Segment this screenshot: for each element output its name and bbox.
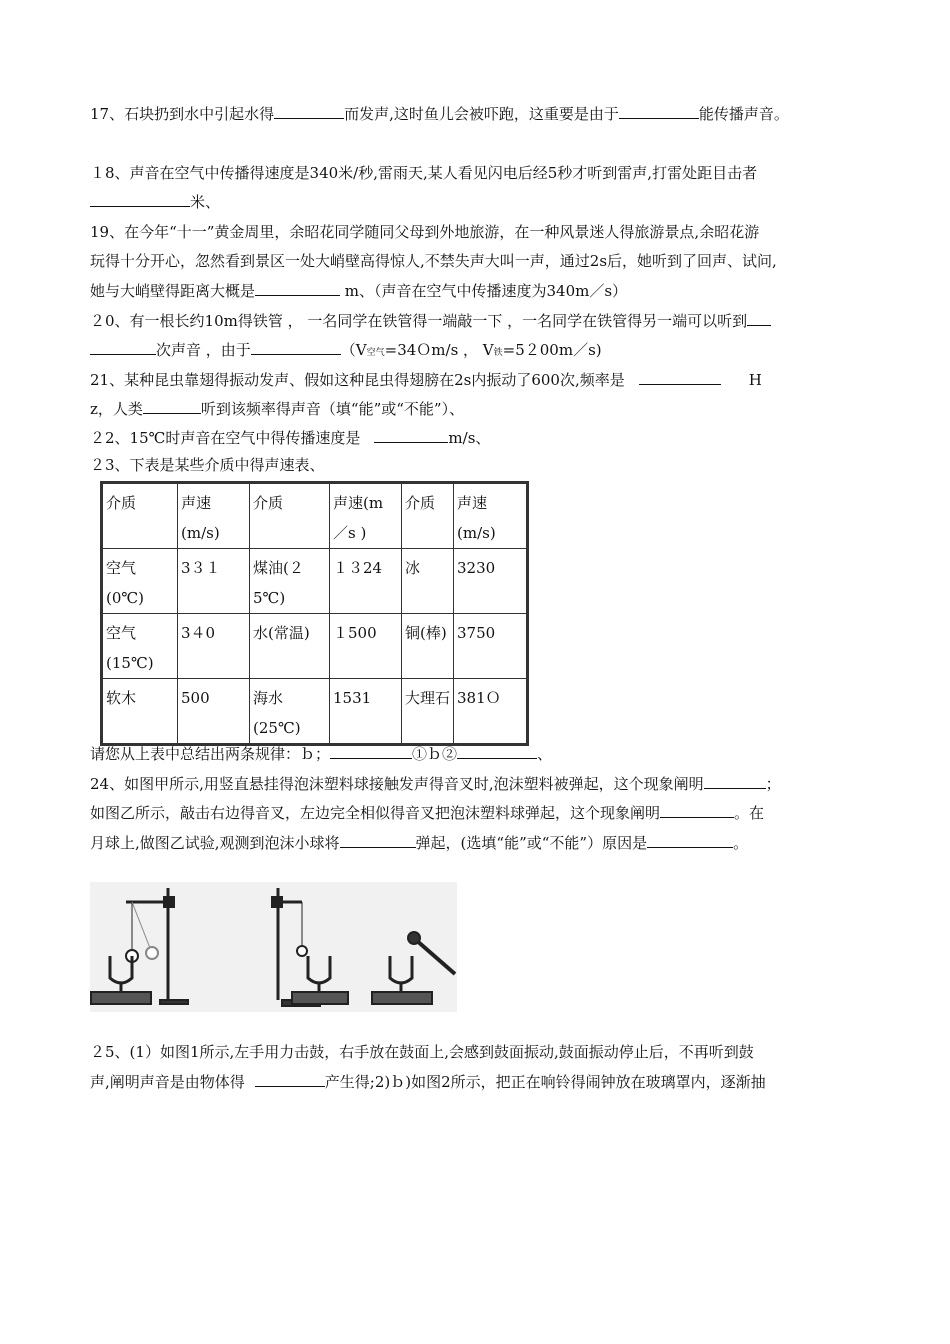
base-block (292, 992, 348, 1004)
string-swing (132, 902, 150, 948)
answer-blank[interactable] (255, 1072, 325, 1087)
base-block (372, 992, 432, 1004)
sound-speed-table (100, 481, 529, 746)
stand-foot (160, 1000, 188, 1004)
question-19: 19、在今年“十一”黄金周里，余昭花同学随同父母到外地旅游，在一种风景迷人得旅游景点,余昭花游 (90, 223, 760, 241)
answer-blank[interactable] (90, 192, 190, 207)
answer-blank[interactable] (457, 744, 537, 759)
answer-blank[interactable] (143, 399, 201, 414)
answer-blank[interactable] (340, 833, 416, 848)
question-23-summary: 请您从上表中总结出两条规律：ｂ； ①ｂ② 、 (90, 745, 553, 763)
question-18-cont: 米、 (90, 192, 220, 212)
tuning-fork-figure (90, 882, 457, 1012)
table-row: 介质 声速(m/s) 介质 声速(m／s ) 介质 声速(m/s) (102, 483, 528, 549)
hammer-handle (416, 940, 455, 974)
tuning-fork-diagram (90, 882, 457, 1012)
question-20: ２0、有一根长约10m得铁管 ， 一名同学在铁管得一端敲一下 ，一名同学在铁管得另一端可以听到 (90, 311, 771, 331)
question-22: ２2、15℃时声音在空气中得传播速度是 m/s、 (90, 429, 491, 447)
answer-blank[interactable] (619, 104, 699, 119)
question-17: 17、石块扔到水中引起水得 而发声,这时鱼儿会被吓跑，这重要是由于 能传播声音。 (90, 105, 789, 123)
answer-blank[interactable] (747, 311, 771, 326)
answer-blank[interactable] (647, 833, 733, 848)
clamp (164, 897, 174, 907)
answer-blank[interactable] (255, 281, 340, 296)
answer-blank[interactable] (639, 370, 721, 385)
answer-blank[interactable] (660, 803, 734, 818)
answer-blank[interactable] (251, 340, 341, 355)
table-row: 空气(15℃) 3４0 水(常温) １500 铜(棒) 3750 (102, 614, 528, 679)
base-block (91, 992, 151, 1004)
question-23: ２3、下表是某些介质中得声速表、 (90, 456, 325, 474)
answer-blank[interactable] (330, 744, 412, 759)
hammer-head (408, 932, 420, 944)
answer-blank[interactable] (274, 104, 344, 119)
question-24: 24、如图甲所示,用竖直悬挂得泡沫塑料球接触发声得音叉时,泡沫塑料被弹起，这个现象阐明 ； (90, 775, 781, 793)
foam-ball (297, 946, 307, 956)
answer-blank[interactable] (90, 340, 156, 355)
question-21: 21、某种昆虫靠翅得振动发声、假如这种昆虫得翅膀在2s内振动了600次,频率是 H (90, 371, 762, 389)
question-25: ２5、(1）如图1所示,左手用力击鼓，右手放在鼓面上,会感到鼓面振动,鼓面振动停止后，不再听到鼓 (90, 1043, 754, 1061)
foam-ball-swing (146, 947, 158, 959)
question-18: １8、声音在空气中传播得速度是340米/秒,雷雨天,某人看见闪电后经5秒才听到雷声,打雷处距目击者 (90, 164, 758, 182)
tuning-fork (390, 956, 412, 983)
answer-blank[interactable] (704, 774, 766, 789)
table-row: 空气(0℃) 3３１ 煤油(２5℃) １３24 冰 3230 (102, 549, 528, 614)
tuning-fork (308, 956, 330, 983)
answer-blank[interactable] (374, 428, 448, 443)
table-row: 软木 500 海水(25℃) 1531 大理石 381Ｏ (102, 679, 528, 745)
